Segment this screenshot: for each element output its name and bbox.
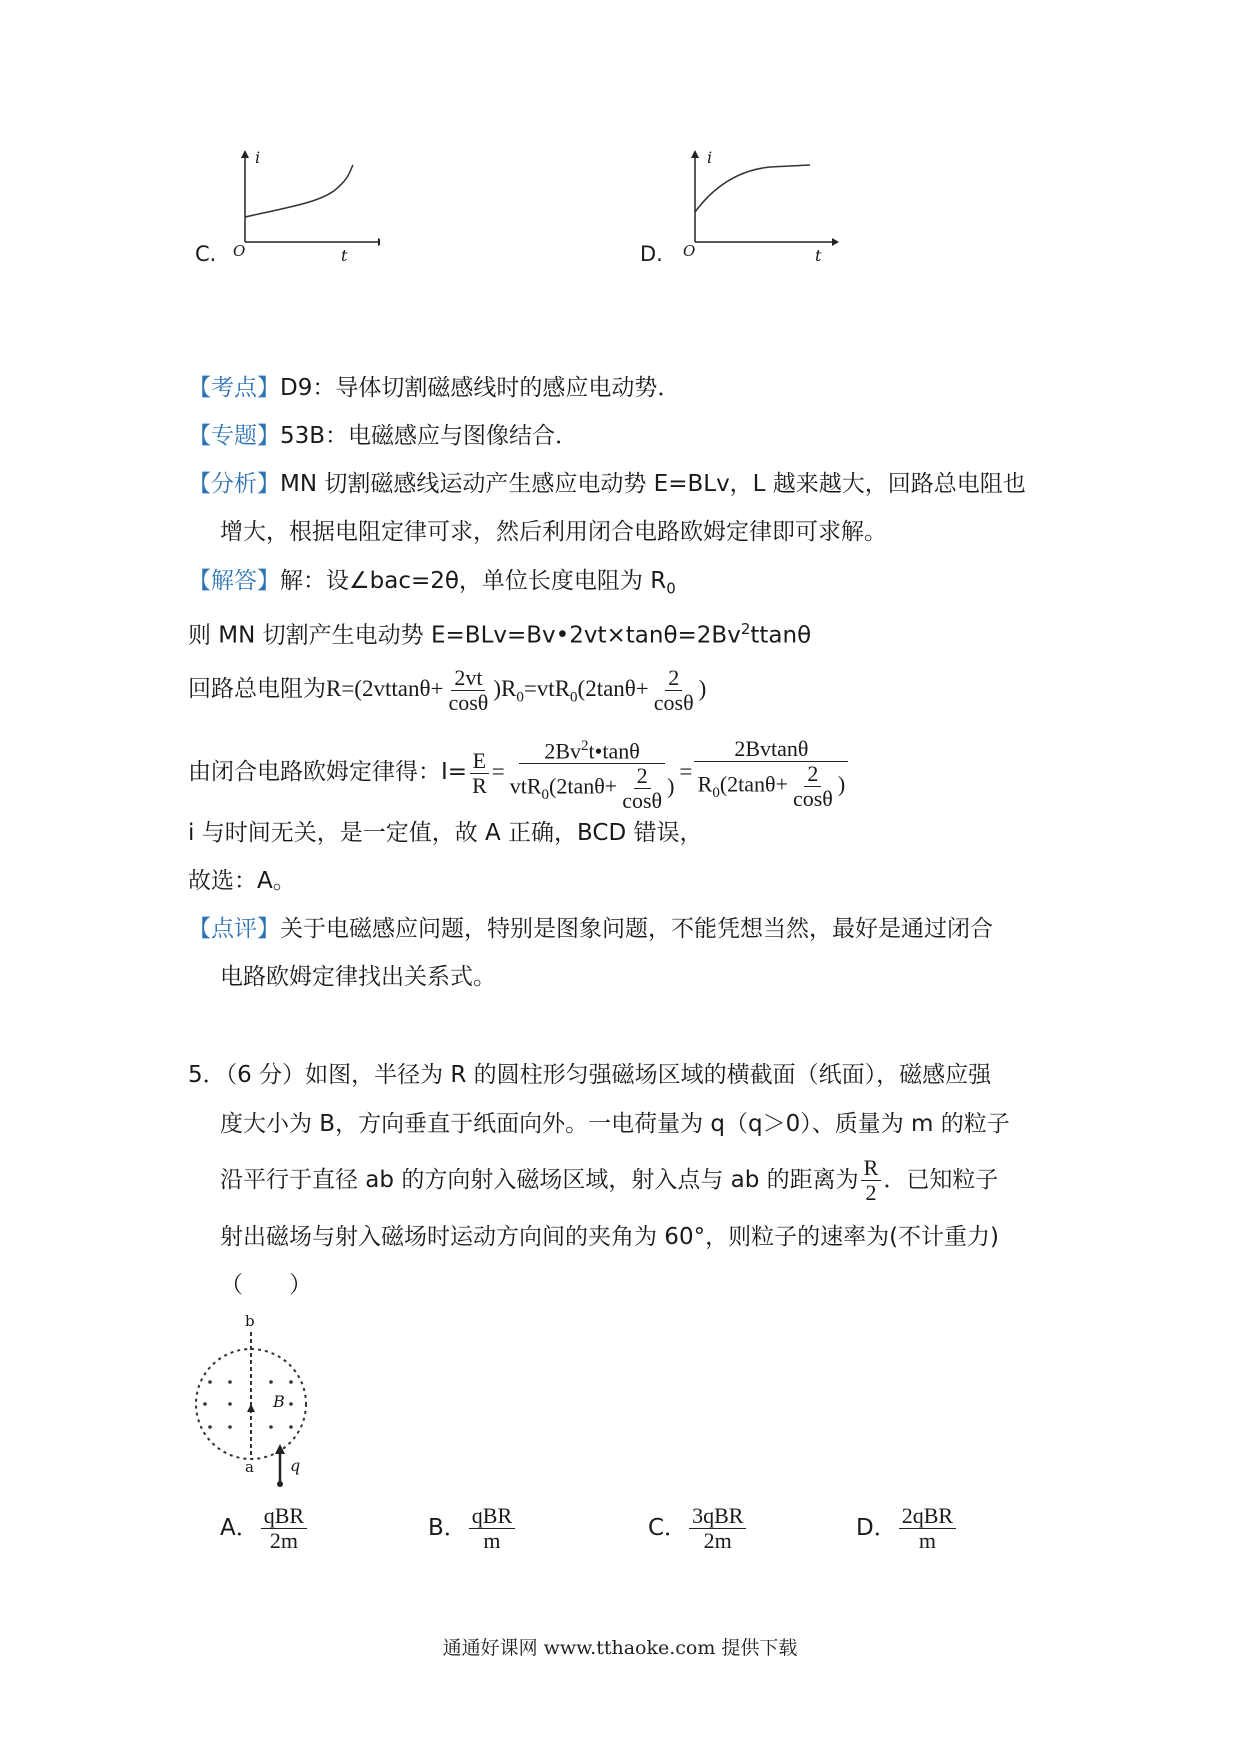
q5-frac-den: 2 — [865, 1180, 877, 1205]
q5-text-3: 沿平行于直径 ab 的方向射入磁场区域，射入点与 ab 的距离为 — [220, 1167, 859, 1193]
option-a-num: qBR — [261, 1504, 307, 1529]
option-b-letter: B． — [428, 1515, 467, 1541]
jieda-text: 解：设∠bac=2θ，单位长度电阻为 R — [280, 568, 667, 594]
zhuanti-tag: 【专题】 — [188, 423, 280, 449]
axis-label-t: t — [815, 246, 822, 265]
emf-sup: 2 — [740, 620, 751, 638]
option-d-den: m — [918, 1528, 936, 1553]
label-a: a — [245, 1458, 254, 1476]
page-footer: 通通好课网 www.tthaoke.com 提供下载 — [442, 1637, 798, 1659]
option-a-den: 2m — [269, 1528, 298, 1553]
resistance-formula: R=(2vttanθ+ $\frac{2vt}{\cos\theta}$ )$R_0=vtR_0(2\tan\theta+$ $\frac{2}{\cos\theta}$ ) — [326, 665, 707, 716]
label-b: b — [245, 1312, 255, 1330]
emf-prefix: 则 MN 切割产生电动势 E=BLv=Bv•2vt×tanθ=2Bv — [188, 622, 741, 649]
option-d-num: 2qBR — [899, 1504, 956, 1529]
emf-line — [188, 614, 811, 651]
option-b[interactable] — [428, 1500, 517, 1556]
option-d-letter: D． — [856, 1515, 897, 1541]
label-charge-q: q — [290, 1456, 301, 1475]
jieda-line — [188, 566, 676, 604]
origin-label: O — [233, 242, 246, 260]
resistance-label: 回路总电阻为 — [188, 676, 326, 702]
q5-text-4: 射出磁场与射入磁场时运动方向间的夹角为 60°，则粒子的速率为(不计重力) — [220, 1224, 1000, 1250]
graph-c-svg — [220, 150, 380, 280]
choice-line — [188, 866, 296, 896]
conclusion-line — [188, 818, 703, 848]
dianping-tag: 【点评】 — [188, 916, 280, 942]
emf-suffix: ttanθ — [750, 622, 812, 649]
q5-line-2 — [220, 1109, 1010, 1139]
option-c-letter: C． — [648, 1515, 688, 1541]
zhuanti-text: 53B：电磁感应与图像结合． — [280, 423, 579, 449]
option-b-den: m — [483, 1528, 501, 1553]
q5-text-5: （ ） — [220, 1272, 312, 1298]
resistance-line — [188, 660, 706, 718]
q5-line-4 — [220, 1222, 999, 1252]
kaodian-text: D9：导体切割磁感线时的感应电动势． — [280, 375, 681, 401]
q5-text-2: 度大小为 B，方向垂直于纸面向外。一电荷量为 q（q＞0）、质量为 m 的粒子 — [220, 1111, 1010, 1137]
fenxi-text-2: 增大，根据电阻定律可求，然后利用闭合电路欧姆定律即可求解。 — [220, 519, 887, 545]
option-c-num: 3qBR — [689, 1504, 746, 1529]
label-field-b: B — [273, 1392, 285, 1411]
kaodian-line — [188, 373, 680, 403]
dianping-text-1: 关于电磁感应问题，特别是图象问题，不能凭想当然，最好是通过闭合 — [280, 916, 993, 942]
fenxi-tag: 【分析】 — [188, 471, 280, 497]
q5-fraction — [861, 1156, 882, 1205]
magnetic-field-figure — [185, 1312, 335, 1502]
ohm-formula: $\frac{E}{R}$ = 2Bv$^2$t•tanθ vtR$_0$(2tanθ+ $\frac{2}{\cos\theta}$ ) = 2Bvtanθ $R_0(2\tan\theta+$ $\frac{2}{\cos\theta}$ ) — [467, 759, 850, 784]
fenxi-line-1 — [188, 469, 1026, 499]
dianping-line-1 — [188, 914, 993, 944]
option-letter: D. — [640, 242, 663, 266]
q5-line-3 — [220, 1150, 998, 1210]
conclusion-text: i 与时间无关，是一定值，故 A 正确，BCD 错误， — [188, 820, 703, 846]
q5-line-5 — [220, 1270, 312, 1300]
graph-option-d — [640, 150, 840, 285]
option-b-num: qBR — [469, 1504, 515, 1529]
graph-option-c — [195, 150, 375, 285]
fenxi-text-1: MN 切割磁感线运动产生感应电动势 E=BLv，L 越来越大，回路总电阻也 — [280, 471, 1026, 497]
option-c-den: 2m — [703, 1528, 732, 1553]
q5-text-1: 5．（6 分）如图，半径为 R 的圆柱形匀强磁场区域的横截面（纸面），磁感应强 — [188, 1062, 992, 1088]
jieda-tag: 【解答】 — [188, 568, 280, 594]
kaodian-tag: 【考点】 — [188, 375, 280, 401]
option-a-letter: A． — [220, 1515, 259, 1541]
fenxi-line-2 — [220, 517, 887, 547]
axis-label-i: i — [707, 148, 713, 167]
origin-label: O — [683, 242, 696, 260]
dianping-text-2: 电路欧姆定律找出关系式。 — [220, 964, 496, 990]
zhuanti-line — [188, 421, 578, 451]
q5-text-3-end: ．已知粒子 — [883, 1167, 999, 1193]
ohm-label: 由闭合电路欧姆定律得：I= — [188, 759, 468, 785]
option-d[interactable] — [856, 1500, 958, 1556]
q5-line-1 — [188, 1060, 991, 1090]
option-letter: C. — [195, 242, 217, 266]
jieda-subscript: 0 — [666, 579, 676, 598]
ohm-line — [188, 727, 850, 817]
axis-label-t: t — [341, 246, 348, 265]
q5-frac-num: R — [861, 1156, 882, 1181]
axis-label-i: i — [255, 148, 261, 167]
choice-text: 故选：A。 — [188, 868, 296, 894]
option-c[interactable] — [648, 1500, 748, 1556]
field-circle-svg — [185, 1312, 335, 1502]
dianping-line-2 — [220, 962, 496, 992]
option-a[interactable] — [220, 1500, 309, 1556]
